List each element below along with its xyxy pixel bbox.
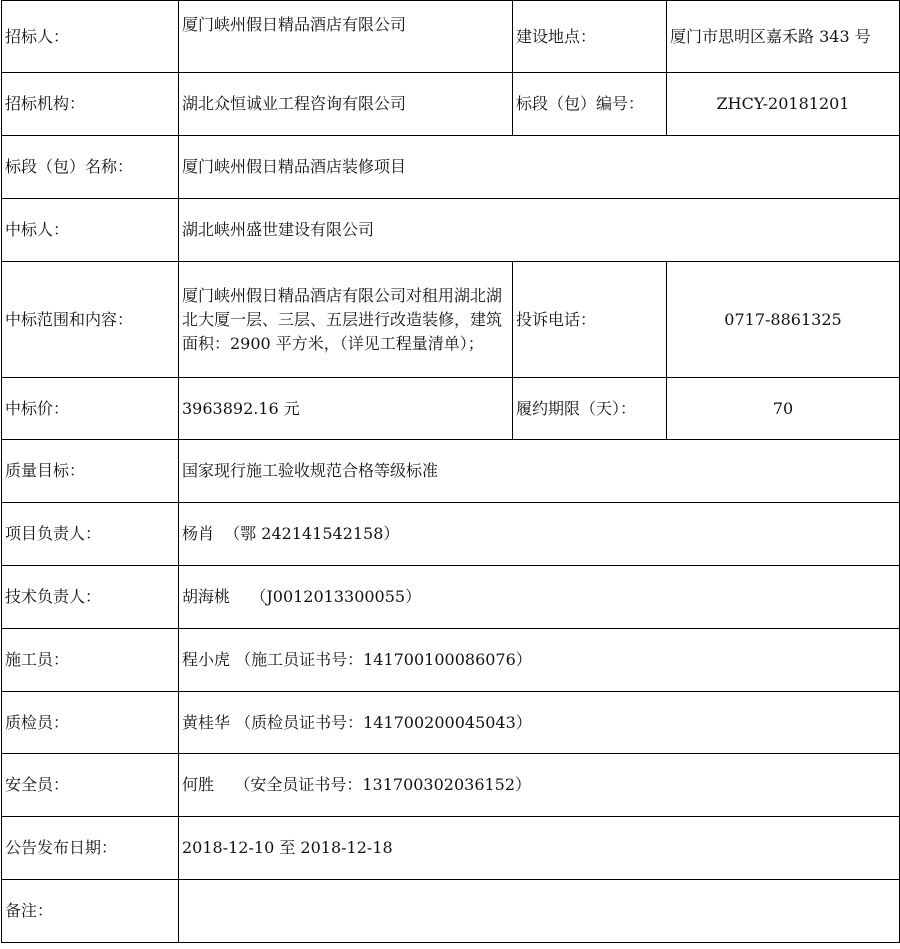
duration-value: 70 (667, 378, 900, 440)
row-quality (2, 440, 900, 503)
project-manager-label: 项目负责人： (2, 503, 179, 566)
row-constructor (2, 629, 900, 692)
winner-value: 湖北峡州盛世建设有限公司 (179, 199, 900, 262)
section-no-label: 标段（包）编号： (513, 73, 667, 136)
row-tenderer (2, 1, 900, 73)
row-remarks (2, 880, 900, 943)
row-winner (2, 199, 900, 262)
row-safety (2, 754, 900, 817)
row-inspector (2, 692, 900, 754)
section-name-value: 厦门峡州假日精品酒店装修项目 (179, 136, 900, 199)
agency-label: 招标机构： (2, 73, 179, 136)
tenderer-value: 厦门峡州假日精品酒店有限公司 (179, 1, 513, 73)
safety-value: 何胜 （安全员证书号：131700302036152） (179, 754, 900, 817)
row-agency (2, 73, 900, 136)
scope-value: 厦门峡州假日精品酒店有限公司对租用湖北湖北大厦一层、三层、五层进行改造装修，建筑面积：2900 平方米，（详见工程量清单）； (179, 262, 513, 378)
winner-label: 中标人： (2, 199, 179, 262)
row-publish-date (2, 817, 900, 880)
duration-label: 履约期限（天）： (513, 378, 667, 440)
row-scope (2, 262, 900, 378)
price-label: 中标价： (2, 378, 179, 440)
constructor-value: 程小虎 （施工员证书号：141700100086076） (179, 629, 900, 692)
publish-date-value: 2018-12-10 至 2018-12-18 (179, 817, 900, 880)
quality-value: 国家现行施工验收规范合格等级标准 (179, 440, 900, 503)
quality-label: 质量目标： (2, 440, 179, 503)
tech-lead-label: 技术负责人： (2, 566, 179, 629)
price-value: 3963892.16 元 (179, 378, 513, 440)
remarks-label: 备注： (2, 880, 179, 943)
bid-result-table (1, 0, 900, 943)
section-name-label: 标段（包）名称： (2, 136, 179, 199)
complaint-phone-label: 投诉电话： (513, 262, 667, 378)
row-project-manager (2, 503, 900, 566)
agency-value: 湖北众恒诚业工程咨询有限公司 (179, 73, 513, 136)
complaint-phone-value: 0717-8861325 (667, 262, 900, 378)
row-section-name (2, 136, 900, 199)
project-manager-value: 杨肖 （鄂 242141542158） (179, 503, 900, 566)
remarks-value (179, 880, 900, 943)
safety-label: 安全员： (2, 754, 179, 817)
inspector-label: 质检员： (2, 692, 179, 754)
row-price (2, 378, 900, 440)
section-no-value: ZHCY-20181201 (667, 73, 900, 136)
publish-date-label: 公告发布日期： (2, 817, 179, 880)
tech-lead-value: 胡海桃 （J0012013300055） (179, 566, 900, 629)
inspector-value: 黄桂华 （质检员证书号：141700200045043） (179, 692, 900, 754)
tenderer-label: 招标人： (2, 1, 179, 73)
row-tech-lead (2, 566, 900, 629)
site-value: 厦门市思明区嘉禾路 343 号 (667, 1, 900, 73)
scope-label: 中标范围和内容： (2, 262, 179, 378)
site-label: 建设地点： (513, 1, 667, 73)
constructor-label: 施工员： (2, 629, 179, 692)
